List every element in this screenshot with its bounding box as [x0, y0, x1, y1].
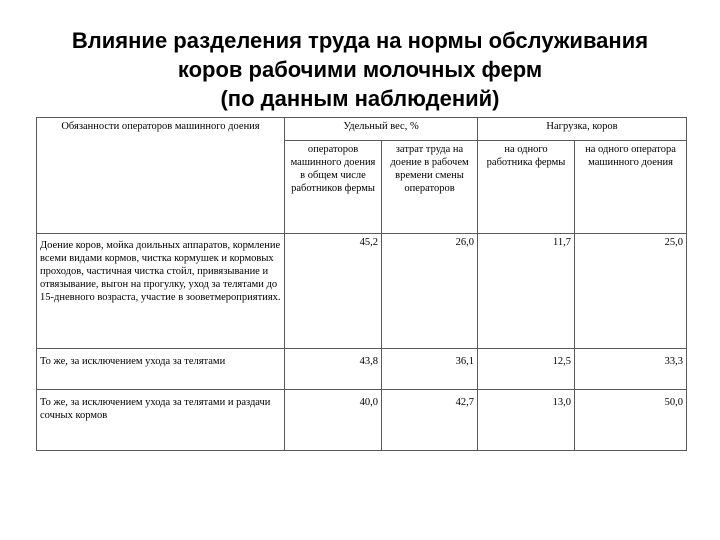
norms-table [36, 117, 687, 451]
cell-value: 12,5 [478, 349, 575, 390]
cell-value: 11,7 [478, 234, 575, 349]
row-description: Доение коров, мойка доильных аппаратов, кормление всеми видами кормов, чистка кормушек и кормовых проходов, частичная чистка стойл, привязывание и отвязывание, выгон на прогулку, уход за телятами до 15-дневного возраста, участие в зооветмероприятиях. [37, 234, 285, 349]
cell-value: 33,3 [575, 349, 687, 390]
cell-value: 42,7 [382, 390, 478, 451]
header-share: Удельный вес, % [285, 118, 478, 141]
table-row [37, 234, 687, 349]
title-line-2: коров рабочими молочных ферм [177, 57, 543, 82]
title-line-3: (по данным наблюдений) [220, 86, 500, 111]
row-description: То же, за исключением ухода за телятами [37, 349, 285, 390]
cell-value: 43,8 [285, 349, 382, 390]
cell-value: 36,1 [382, 349, 478, 390]
cell-value: 25,0 [575, 234, 687, 349]
slide-title [0, 26, 720, 113]
cell-value: 40,0 [285, 390, 382, 451]
header-duties: Обязанности операторов машинного доения [37, 118, 285, 234]
header-share-labor: затрат труда на доение в рабочем времени смены операторов [382, 141, 478, 234]
table-row [37, 349, 687, 390]
header-load: Нагрузка, коров [478, 118, 687, 141]
cell-value: 26,0 [382, 234, 478, 349]
cell-value: 13,0 [478, 390, 575, 451]
row-description: То же, за исключением ухода за телятами и раздачи сочных кормов [37, 390, 285, 451]
title-line-1: Влияние разделения труда на нормы обслуживания [71, 28, 649, 53]
header-load-worker: на одного работника фермы [478, 141, 575, 234]
cell-value: 45,2 [285, 234, 382, 349]
table-header-row [37, 118, 687, 141]
header-share-operators: операторов машинного доения в общем числе работников фермы [285, 141, 382, 234]
table-row [37, 390, 687, 451]
cell-value: 50,0 [575, 390, 687, 451]
header-load-operator: на одного оператора машинного доения [575, 141, 687, 234]
